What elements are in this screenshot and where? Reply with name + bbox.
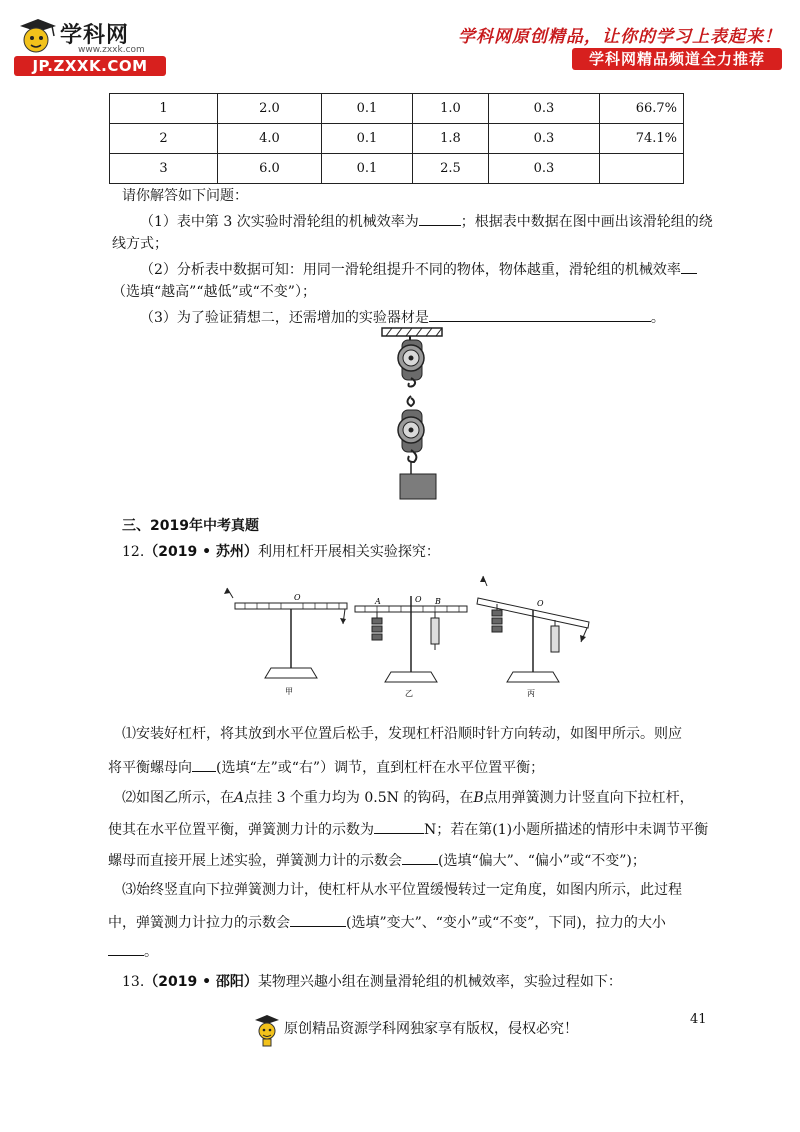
question-part-1	[140, 210, 713, 232]
table-cell: 2.0	[218, 94, 322, 124]
table-cell: 1.8	[413, 124, 489, 154]
answer-blank[interactable]	[192, 756, 216, 772]
q12-part-3: ⑶始终竖直向下拉弹簧测力计，使杠杆从水平位置缓慢转过一定角度，如图内所示，此过程	[122, 882, 682, 898]
table-row	[110, 154, 684, 184]
text: 利用杠杆开展相关实验探究：	[257, 544, 440, 560]
table-cell: 0.3	[489, 94, 600, 124]
logo-url: JP.ZXXK.COM	[14, 56, 166, 76]
answer-blank[interactable]	[429, 306, 651, 322]
section-title: 三、2019年中考真题	[122, 518, 259, 534]
pivot-label: O	[294, 593, 301, 602]
pivot-label: O	[537, 599, 544, 608]
question-number: 13.	[122, 974, 145, 990]
page-number: 41	[690, 1012, 707, 1027]
table-cell: 0.3	[489, 154, 600, 184]
text: (选填”变大”、“变小”或“不变”，下同)，拉力的大小	[346, 915, 666, 931]
table-cell: 0.1	[322, 124, 413, 154]
question-part-1-cont: 线方式；	[112, 236, 168, 252]
channel-banner[interactable]: 学科网精品频道全力推荐	[572, 48, 782, 70]
logo-name: 学科网	[60, 23, 130, 48]
q12-part-2-cont	[108, 818, 708, 840]
q12-part-2	[122, 788, 694, 808]
point-b-label: B	[435, 597, 441, 606]
text: (选填“左”或“右”）调节，直到杠杆在水平位置平衡；	[216, 760, 545, 776]
lever-setup-jia	[224, 588, 347, 696]
text: （3）为了验证猜想二，还需增加的实验器材是	[140, 310, 429, 326]
text: （2）分析表中数据可知：用同一滑轮组提升不同的物体，物体越重，滑轮组的机械效率	[140, 262, 681, 278]
question-part-2-cont: （选填“越高”“越低”或“不变”）；	[112, 284, 316, 300]
q12-part-1: ⑴安装好杠杆，将其放到水平位置后松手，发现杠杆沿顺时针方向转动，如图甲所示。则应	[122, 726, 682, 742]
pulley-figure	[380, 328, 450, 500]
q12-part-1-cont	[108, 756, 544, 778]
table-cell	[600, 154, 684, 184]
figure-label-jia: 甲	[285, 687, 293, 696]
point-a-label: A	[375, 597, 381, 606]
text: (选填“偏大”、“偏小”或“不变”)；	[438, 853, 646, 869]
question-source: （2019 • 苏州）	[144, 544, 258, 560]
table-cell: 66.7%	[600, 94, 684, 124]
table-cell: 0.1	[322, 94, 413, 124]
answer-blank[interactable]	[108, 940, 144, 956]
lever-figure	[225, 574, 605, 700]
question-part-2	[140, 258, 697, 280]
answer-blank[interactable]	[681, 258, 697, 274]
question-intro: 请你解答如下问题：	[122, 188, 248, 204]
table-cell: 2	[110, 124, 218, 154]
text: 点用弹簧测力计竖直向下拉杠杆，	[483, 790, 694, 806]
logo-subtitle: www.zxxk.com	[78, 45, 145, 55]
table-cell: 0.3	[489, 124, 600, 154]
table-cell: 74.1%	[600, 124, 684, 154]
question-number: 12.	[122, 544, 145, 560]
text: 螺母而直接开展上述实验，弹簧测力计的示数会	[108, 853, 402, 869]
mascot-icon	[252, 1014, 282, 1048]
text: 点挂 3 个重力均为 0.5N 的钩码，在	[244, 790, 474, 806]
text: 中，弹簧测力计拉力的示数会	[108, 915, 290, 931]
footer-copyright: 原创精品资源学科网独家享有版权，侵权必究！	[284, 1021, 578, 1037]
site-logo[interactable]	[12, 18, 172, 74]
table-row	[110, 124, 684, 154]
answer-blank[interactable]	[419, 210, 461, 226]
q12-part-3-cont2	[108, 940, 158, 962]
header-slogan: 学科网原创精品，让你的学习上表起来！	[458, 27, 782, 47]
answer-blank[interactable]	[402, 849, 438, 865]
q12-part-2-cont2	[108, 849, 646, 871]
text: 将平衡螺母向	[108, 760, 192, 776]
q12-part-3-cont	[108, 911, 666, 933]
figure-label-bing: 丙	[527, 689, 535, 698]
lever-setup-yi	[355, 595, 467, 698]
table-cell: 6.0	[218, 154, 322, 184]
question-source: （2019 • 邵阳）	[144, 974, 258, 990]
text: N；若在第(1)小题所描述的情形中未调节平衡	[424, 822, 709, 838]
table-cell: 2.5	[413, 154, 489, 184]
question-12-stem	[122, 542, 440, 562]
text: 。	[144, 944, 158, 960]
answer-blank[interactable]	[374, 818, 424, 834]
pivot-label: O	[415, 595, 422, 604]
table-cell: 1	[110, 94, 218, 124]
question-part-3	[140, 306, 665, 328]
lever-setup-bing	[477, 576, 589, 698]
point-a-ref: A	[234, 790, 245, 806]
text: 某物理兴趣小组在测量滑轮组的机械效率，实验过程如下：	[257, 974, 622, 990]
table-cell: 3	[110, 154, 218, 184]
text: 使其在水平位置平衡，弹簧测力计的示数为	[108, 822, 374, 838]
text: ⑵如图乙所示，在	[122, 790, 234, 806]
mascot-icon	[14, 18, 58, 58]
text: （1）表中第 3 次实验时滑轮组的机械效率为	[140, 214, 419, 230]
answer-blank[interactable]	[290, 911, 346, 927]
experiment-table	[109, 93, 684, 184]
table-cell: 4.0	[218, 124, 322, 154]
text: ；根据表中数据在图中画出该滑轮组的绕	[460, 214, 713, 230]
text: 。	[650, 310, 665, 326]
table-cell: 0.1	[322, 154, 413, 184]
table-cell: 1.0	[413, 94, 489, 124]
question-13-stem	[122, 972, 622, 992]
point-b-ref: B	[473, 790, 484, 806]
table-row	[110, 94, 684, 124]
figure-label-yi: 乙	[405, 689, 413, 698]
